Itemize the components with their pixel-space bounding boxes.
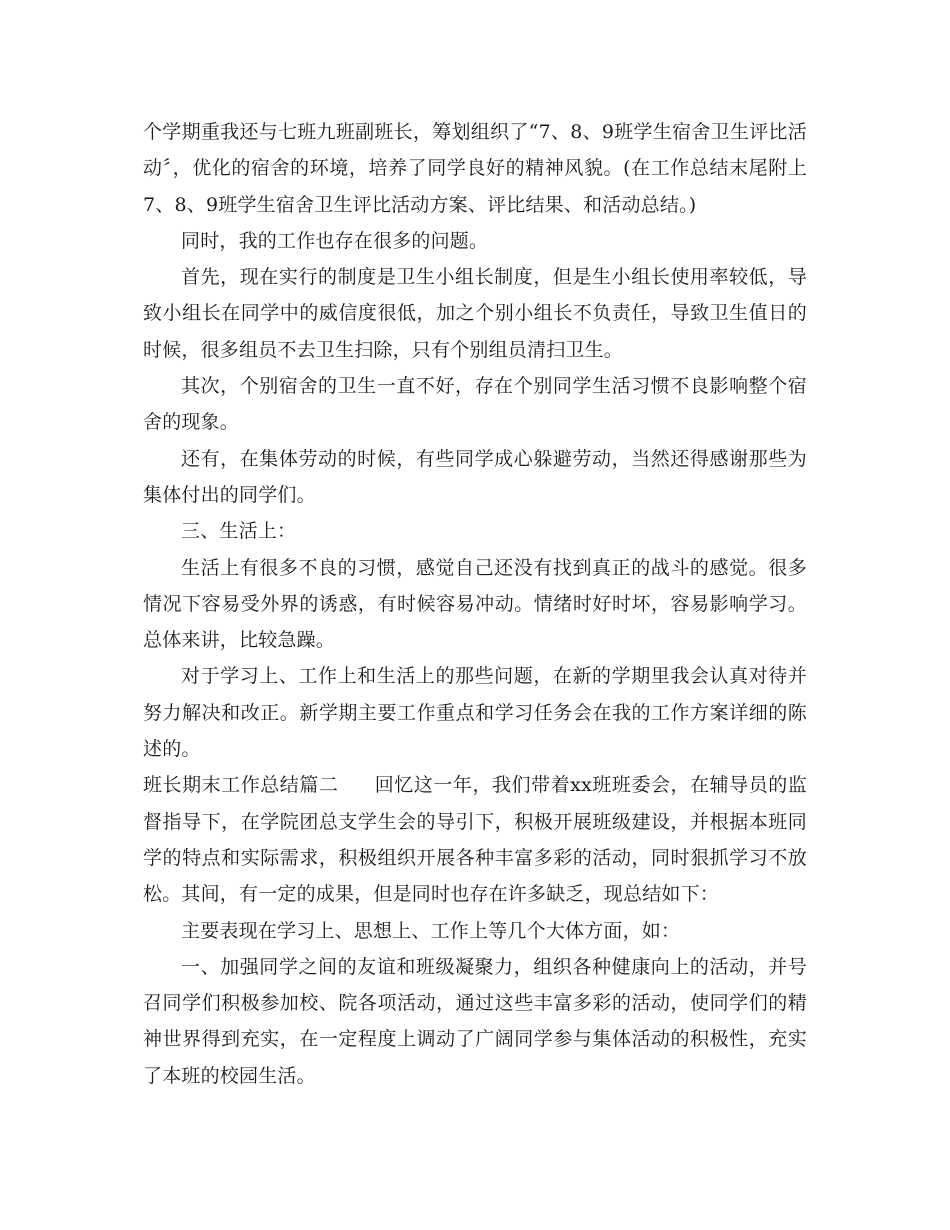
paragraph-7: 对于学习上、工作上和生活上的那些问题，在新的学期里我会认真对待并努力解决和改正。新学期主要工作重点和学习任务会在我的工作方案详细的陈述的。: [143, 665, 807, 761]
section-two-paragraph: [143, 767, 807, 912]
document-body: [143, 114, 807, 1094]
paragraph-4: 其次，个别宿舍的卫生一直不好，存在个别同学生活习惯不良影响整个宿舍的现象。: [143, 375, 807, 434]
paragraph-1: 个学期重我还与七班九班副班长，筹划组织了“7、8、9班学生宿舍卫生评比活动〞，优化的宿舍的环境，培养了同学良好的精神风貌。(在工作总结末尾附上7、8、9班学生宿舍卫生评比活动方案、评比结果、和活动总结。): [143, 121, 807, 216]
paragraph-6: 生活上有很多不良的习惯，感觉自己还没有找到真正的战斗的感觉。很多情况下容易受外界的诱惑，有时候容易冲动。情绪时好时坏，容易影响学习。总体来讲，比较急躁。: [143, 556, 807, 652]
section-two-lead: 回忆这一年，我们带着xx班班委会，在辅导员的监督指导下，在学院团总支学生会的导引下，积极开展班级建设，并根据本班同学的特点和实际需求，积极组织开展各种丰富多彩的活动，同时狠抓学习不放松。其间，有一定的成果，但是同时也存在许多缺乏，现总结如下：: [143, 774, 807, 906]
paragraph-5: 还有，在集体劳动的时候，有些同学成心躲避劳动，当然还得感谢那些为集体付出的同学们。: [143, 447, 807, 506]
paragraph-9: 一、加强同学之间的友谊和班级凝聚力，组织各种健康向上的活动，并号召同学们积极参加校、院各项活动，通过这些丰富多彩的活动，使同学们的精神世界得到充实，在一定程度上调动了广阔同学参与集体活动的积极性，充实了本班的校园生活。: [143, 955, 807, 1087]
paragraph-2: 同时，我的工作也存在很多的问题。: [181, 229, 489, 252]
section-two-title: 班长期末工作总结篇二: [143, 774, 339, 797]
paragraph-3: 首先，现在实行的制度是卫生小组长制度，但是生小组长使用率较低，导致小组长在同学中的威信度很低，加之个别小组长不负责任，导致卫生值日的时候，很多组员不去卫生扫除，只有个别组员清扫卫生。: [143, 266, 807, 361]
section-heading-life: 三、生活上：: [181, 520, 297, 543]
paragraph-8: 主要表现在学习上、思想上、工作上等几个大体方面，如：: [181, 919, 681, 942]
